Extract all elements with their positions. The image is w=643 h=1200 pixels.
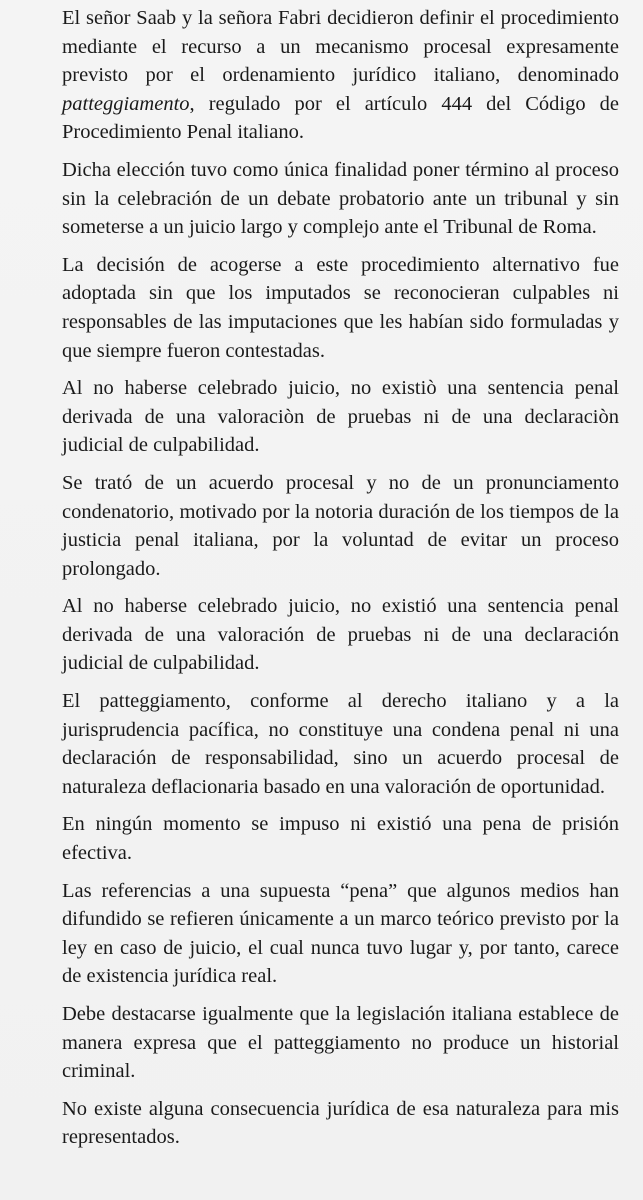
paragraph-1-text: El señor Saab y la señora Fabri decidieron definir el procedimiento mediante el recurso a un mecanismo procesal expresamente previsto por el ordenamiento jurídico italiano, denominado xyxy=(62,7,619,87)
paragraph-10: Debe destacarse igualmente que la legislación italiana establece de manera expresa que el patteggiamento no produce un historial criminal. xyxy=(62,1003,619,1083)
paragraph-8: En ningún momento se impuso ni existió una pena de prisión efectiva. xyxy=(62,813,619,865)
paragraph-1-text-end: , regulado por el artículo 444 del Código de Procedimiento Penal italiano. xyxy=(62,92,619,144)
paragraph-3: La decisión de acogerse a este procedimiento alternativo fue adoptada sin que los imputados se reconocieran culpables ni responsables de las imputaciones que les habían sido formuladas y que siempre fueron contestadas. xyxy=(62,253,619,362)
paragraph-2: Dicha elección tuvo como única finalidad poner término al proceso sin la celebración de un debate probatorio ante un tribunal y sin someterse a un juicio largo y complejo ante el Tribunal de Roma. xyxy=(62,158,619,239)
paragraph-11: No existe alguna consecuencia jurídica de esa naturaleza para mis representados. xyxy=(62,1097,619,1149)
paragraph-1-italic-term: patteggiamento xyxy=(62,92,190,115)
paragraph-4: Al no haberse celebrado juicio, no existiò una sentencia penal derivada de una valoraciòn de pruebas ni de una declaraciòn judicial de culpabilidad. xyxy=(62,377,619,457)
paragraph-1 xyxy=(62,4,619,147)
paragraph-9: Las referencias a una supuesta “pena” que algunos medios han difundido se refieren únicamente a un marco teórico previsto por la ley en caso de juicio, el cual nunca tuvo lugar y, por tanto, carece de existencia jurídica real. xyxy=(62,879,619,988)
paragraph-6: Al no haberse celebrado juicio, no existió una sentencia penal derivada de una valoración de pruebas ni de una declaración judicial de culpabilidad. xyxy=(62,595,619,675)
paragraph-5: Se trató de un acuerdo procesal y no de un pronunciamento condenatorio, motivado por la notoria duración de los tiempos de la justicia penal italiana, por la voluntad de evitar un proceso prolongado. xyxy=(62,471,619,580)
paragraph-7: El patteggiamento, conforme al derecho italiano y a la jurisprudencia pacífica, no constituye una condena penal ni una declaración de responsabilidad, sino un acuerdo procesal de naturaleza deflacionaria basado en una valoración de oportunidad. xyxy=(62,690,619,798)
